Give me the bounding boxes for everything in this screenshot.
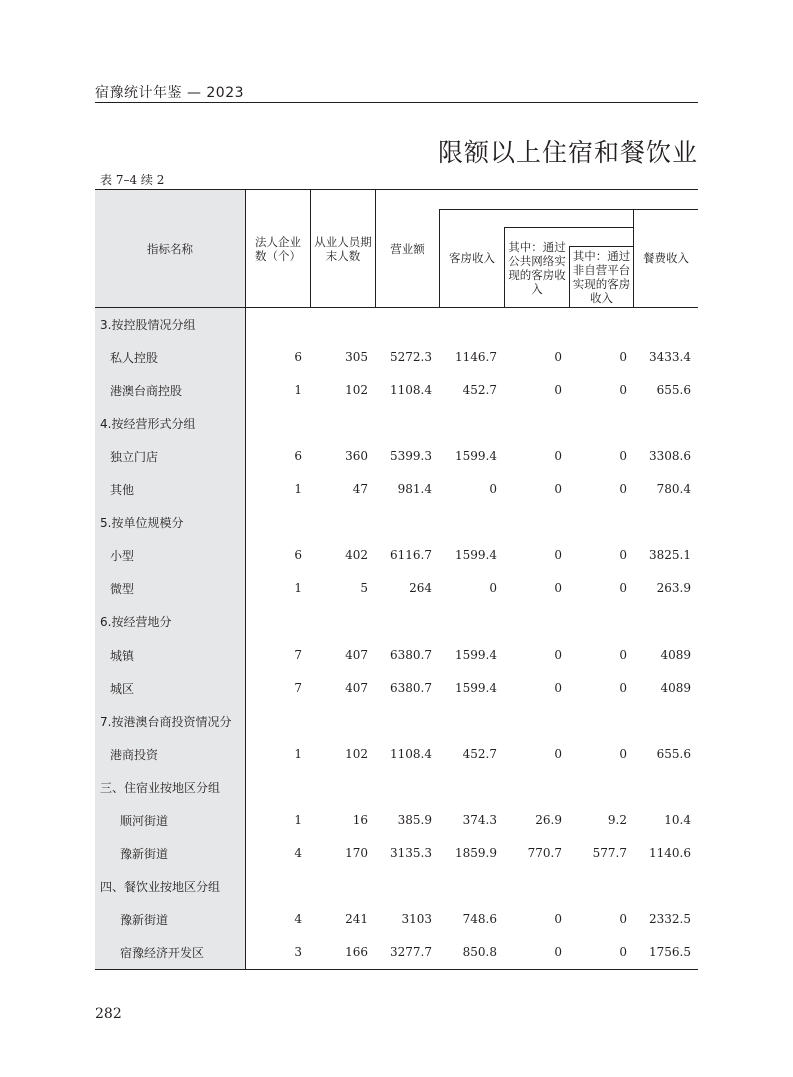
value-cell: 402 (345, 548, 368, 563)
value-cell: 0 (619, 680, 627, 695)
header-room-income: 客房收入 (449, 251, 495, 265)
value-cell: 0 (554, 647, 562, 662)
row-label: 其他 (110, 483, 135, 498)
row-label: 三、住宿业按地区分组 (100, 780, 221, 795)
value-cell: 5399.3 (390, 449, 432, 464)
group-header-row (95, 506, 698, 539)
value-cell: 850.8 (462, 944, 497, 959)
value-cell: 0 (619, 350, 627, 365)
value-cell: 0 (554, 911, 562, 926)
value-cell: 1 (294, 482, 302, 497)
value-cell: 264 (409, 581, 432, 596)
value-cell: 6380.7 (390, 680, 432, 695)
value-cell: 0 (619, 383, 627, 398)
row-label: 微型 (110, 582, 135, 597)
page-number: 282 (95, 1006, 122, 1022)
value-cell: 4 (294, 845, 302, 860)
header-divider (310, 190, 311, 307)
value-cell: 0 (619, 944, 627, 959)
value-cell: 3135.3 (390, 845, 432, 860)
value-cell: 4089 (660, 680, 691, 695)
value-cell: 360 (345, 449, 368, 464)
header-catering: 餐费收入 (643, 251, 689, 265)
value-cell: 1 (294, 812, 302, 827)
table-row (95, 341, 698, 374)
value-cell: 6 (294, 548, 302, 563)
value-cell: 1859.9 (455, 845, 497, 860)
running-head-rule (95, 102, 698, 103)
value-cell: 1146.7 (455, 350, 497, 365)
row-label: 港商投资 (110, 747, 159, 762)
value-cell: 6 (294, 449, 302, 464)
value-cell: 305 (345, 350, 368, 365)
row-label: 独立门店 (110, 450, 159, 465)
value-cell: 1140.6 (649, 845, 691, 860)
row-label: 6.按经营地分 (100, 615, 172, 630)
value-cell: 655.6 (656, 746, 691, 761)
row-label: 顺河街道 (120, 813, 169, 828)
row-label: 私人控股 (110, 351, 159, 366)
value-cell: 0 (619, 449, 627, 464)
value-cell: 780.4 (656, 482, 691, 497)
value-cell: 1599.4 (455, 647, 497, 662)
value-cell: 0 (554, 350, 562, 365)
value-cell: 452.7 (462, 746, 497, 761)
value-cell: 1599.4 (455, 548, 497, 563)
row-label: 4.按经营形式分组 (100, 417, 196, 432)
value-cell: 0 (489, 482, 497, 497)
table-row (95, 936, 698, 969)
value-cell: 2332.5 (649, 911, 691, 926)
row-label: 四、餐饮业按地区分组 (100, 879, 221, 894)
value-cell: 981.4 (397, 482, 432, 497)
value-cell: 1756.5 (649, 944, 691, 959)
value-cell: 385.9 (397, 812, 432, 827)
value-cell: 3308.6 (649, 449, 691, 464)
table-row (95, 440, 698, 473)
value-cell: 748.6 (462, 911, 497, 926)
header-revenue: 营业额 (390, 241, 425, 256)
table-row (95, 473, 698, 506)
value-cell: 1 (294, 581, 302, 596)
table-row (95, 639, 698, 672)
value-cell: 3 (294, 944, 302, 959)
value-cell: 6 (294, 350, 302, 365)
value-cell: 1 (294, 746, 302, 761)
header-divider (569, 246, 570, 307)
value-cell: 170 (345, 845, 368, 860)
value-cell: 770.7 (527, 845, 562, 860)
group-header-row (95, 308, 698, 341)
group-header-row (95, 407, 698, 440)
table-row (95, 804, 698, 837)
value-cell: 0 (619, 548, 627, 563)
table-row (95, 539, 698, 572)
row-label: 豫新街道 (120, 846, 169, 861)
value-cell: 0 (489, 581, 497, 596)
value-cell: 10.4 (664, 812, 691, 827)
value-cell: 1108.4 (390, 383, 432, 398)
header-divider (504, 227, 505, 307)
value-cell: 26.9 (535, 812, 562, 827)
value-cell: 1599.4 (455, 449, 497, 464)
row-label: 城区 (110, 681, 135, 696)
value-cell: 263.9 (656, 581, 691, 596)
value-cell: 241 (345, 911, 368, 926)
value-cell: 0 (619, 482, 627, 497)
value-cell: 5 (360, 581, 368, 596)
group-header-row (95, 870, 698, 903)
value-cell: 9.2 (607, 812, 627, 827)
value-cell: 3103 (401, 911, 432, 926)
value-cell: 1 (294, 383, 302, 398)
row-label: 5.按单位规模分 (100, 516, 184, 531)
value-cell: 102 (345, 746, 368, 761)
value-cell: 5272.3 (390, 350, 432, 365)
table-row (95, 672, 698, 705)
row-label: 港澳台商控股 (110, 384, 183, 399)
value-cell: 3433.4 (649, 350, 691, 365)
value-cell: 4089 (660, 647, 691, 662)
value-cell: 0 (554, 383, 562, 398)
value-cell: 374.3 (462, 812, 497, 827)
value-cell: 166 (345, 944, 368, 959)
value-cell: 7 (294, 680, 302, 695)
value-cell: 0 (619, 647, 627, 662)
value-cell: 3277.7 (390, 944, 432, 959)
value-cell: 452.7 (462, 383, 497, 398)
header-room-online: 其中：通过公共网络实现的客房收入 (508, 239, 566, 296)
table-number: 表 7–4 续 2 (100, 173, 165, 187)
value-cell: 102 (345, 383, 368, 398)
value-cell: 7 (294, 647, 302, 662)
table-row (95, 572, 698, 605)
row-label: 7.按港澳台商投资情况分 (100, 714, 232, 729)
value-cell: 0 (554, 581, 562, 596)
value-cell: 1599.4 (455, 680, 497, 695)
value-cell: 0 (554, 746, 562, 761)
table-row (95, 374, 698, 407)
table-row (95, 738, 698, 771)
row-label: 宿豫经济开发区 (120, 945, 205, 960)
header-legal-entities: 法人企业数（个） (255, 234, 301, 263)
row-label: 小型 (110, 549, 135, 564)
value-cell: 6380.7 (390, 647, 432, 662)
table-row (95, 837, 698, 870)
value-cell: 577.7 (592, 845, 627, 860)
row-label: 城镇 (110, 648, 135, 663)
header-indicator: 指标名称 (147, 241, 193, 256)
value-cell: 0 (619, 746, 627, 761)
value-cell: 0 (554, 482, 562, 497)
row-label: 豫新街道 (120, 912, 169, 927)
value-cell: 3825.1 (649, 548, 691, 563)
row-label: 3.按控股情况分组 (100, 318, 196, 332)
group-header-row (95, 705, 698, 738)
value-cell: 47 (352, 482, 368, 497)
group-header-row (95, 605, 698, 638)
table-bottom-rule (95, 969, 698, 970)
value-cell: 0 (554, 548, 562, 563)
value-cell: 407 (345, 680, 368, 695)
table-row (95, 903, 698, 936)
value-cell: 16 (352, 812, 368, 827)
value-cell: 0 (554, 944, 562, 959)
header-employees: 从业人员期末人数 (314, 234, 372, 263)
section-title: 限额以上住宿和餐饮业 (437, 138, 698, 167)
value-cell: 0 (554, 680, 562, 695)
value-cell: 0 (619, 911, 627, 926)
group-header-row (95, 771, 698, 804)
header-room-nonself: 其中：通过非自营平台实现的客房收入 (572, 249, 631, 305)
value-cell: 1108.4 (390, 746, 432, 761)
value-cell: 0 (554, 449, 562, 464)
value-cell: 0 (619, 581, 627, 596)
running-head: 宿豫统计年鉴 — 2023 (95, 85, 245, 101)
value-cell: 407 (345, 647, 368, 662)
value-cell: 4 (294, 911, 302, 926)
value-cell: 6116.7 (390, 548, 432, 563)
value-cell: 655.6 (656, 383, 691, 398)
